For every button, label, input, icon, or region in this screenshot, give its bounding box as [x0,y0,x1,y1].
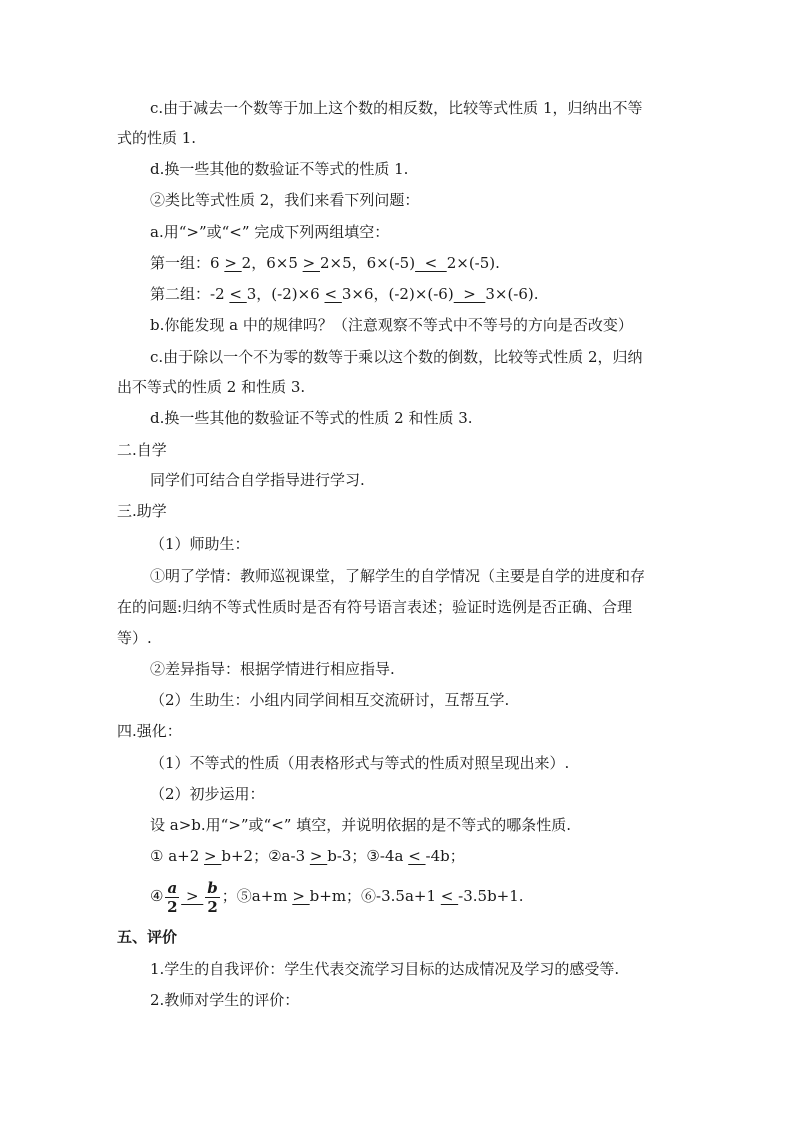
reinforce-p3: 设 a>b.用“>”或“<” 填空，并说明依据的是不等式的哪条性质. [150,816,571,834]
group2-answer: < [229,285,247,303]
paragraph-c1-line2: 式的性质 1. [117,129,197,147]
section-self-study-title: 二.自学 [117,441,167,459]
assist-p1-line3: 等）. [117,629,152,647]
group2-answer: > [453,285,486,303]
paragraph-analogy: ②类比等式性质 2，我们来看下列问题： [150,191,420,209]
exercise-text: -3.5b+1. [458,887,524,905]
group1-answer: > [302,254,320,272]
reinforce-p2: （2）初步运用： [150,785,265,803]
fraction-a-over-2 [165,879,179,916]
group1-row [150,253,500,273]
reinforce-p1: （1）不等式的性质（用表格形式与等式的性质对照呈现出来）. [150,754,570,772]
paragraph-c2-line2: 出不等式的性质 2 和性质 3. [117,378,306,396]
evaluation-p1: 1.学生的自我评价：学生代表交流学习目标的达成情况及学习的感受等. [150,960,620,978]
exercise-answer: > [181,887,204,905]
assist-p1-line2: 在的问题:归纳不等式性质时是否有符号语言表述；验证时选例是否正确、合理 [117,598,633,616]
group1-text: 2，6×5 [241,254,303,272]
fraction-numerator: a [167,878,178,897]
exercise-text: b-3；③-4a [327,847,409,865]
section-reinforce-title: 四.强化： [117,722,182,740]
exercise-answer: > [292,887,310,905]
paragraph-c2-line1: c.由于除以一个不为零的数等于乘以这个数的倒数，比较等式性质 2，归纳 [150,348,643,366]
group1-text: 2×(-5). [446,254,500,272]
section-evaluation-title: 五、评价 [117,928,178,946]
exercise-text: ④ [150,887,164,905]
section-assist-sub2: （2）生助生：小组内同学间相互交流研讨，互帮互学. [150,691,510,709]
section-self-study-body: 同学们可结合自学指导进行学习. [150,471,365,489]
exercise-text: -4b； [425,847,465,865]
group1-label: 第一组： [150,254,211,272]
exercise-text: b+m；⑥-3.5a+1 [309,887,441,905]
group1-answer: > [224,254,242,272]
exercise-answer: > [309,847,328,865]
paragraph-a-fill: a.用“>”或“<” 完成下列两组填空： [150,223,390,241]
paragraph-d2: d.换一些其他的数验证不等式的性质 2 和性质 3. [150,409,473,427]
assist-p2: ②差异指导：根据学情进行相应指导. [150,660,395,678]
group1-text: 2×5，6×(-5) [319,254,416,272]
section-assist-sub1: （1）师助生： [150,535,250,553]
group2-answer: < [324,285,342,303]
evaluation-p2: 2.教师对学生的评价： [150,991,300,1009]
exercise-answer: < [408,847,426,865]
paragraph-b-rule: b.你能发现 a 中的规律吗？（注意观察不等式中不等号的方向是否改变） [150,316,633,334]
group2-text: 3，(-2)×6 [246,285,325,303]
exercise-text: ① a+2 [150,847,205,865]
exercise-row-2 [150,876,524,916]
fraction-denominator: 2 [167,897,178,916]
section-assist-title: 三.助学 [117,502,167,520]
group2-text: -2 [210,285,230,303]
fraction-denominator: 2 [207,897,218,916]
group2-text: 3×(-6). [485,285,539,303]
paragraph-d1: d.换一些其他的数验证不等式的性质 1. [150,160,409,178]
assist-p1-line1: ①明了学情：教师巡视课堂，了解学生的自学情况（主要是自学的进度和存 [150,567,646,585]
group2-label: 第二组： [150,285,211,303]
group2-text: 3×6，(-2)×(-6) [341,285,454,303]
exercise-answer: > [204,847,222,865]
fraction-b-over-2 [205,879,220,916]
fraction-numerator: b [207,878,218,897]
exercise-text: b+2；②a-3 [221,847,310,865]
paragraph-c1-line1: c.由于减去一个数等于加上这个数的相反数，比较等式性质 1，归纳出不等 [150,99,643,117]
group1-text: 6 [210,254,225,272]
exercise-row-1 [150,846,465,866]
exercise-text: ；⑤a+m [221,887,293,905]
group2-row [150,284,539,304]
group1-answer: < [415,254,447,272]
exercise-answer: < [440,887,459,905]
